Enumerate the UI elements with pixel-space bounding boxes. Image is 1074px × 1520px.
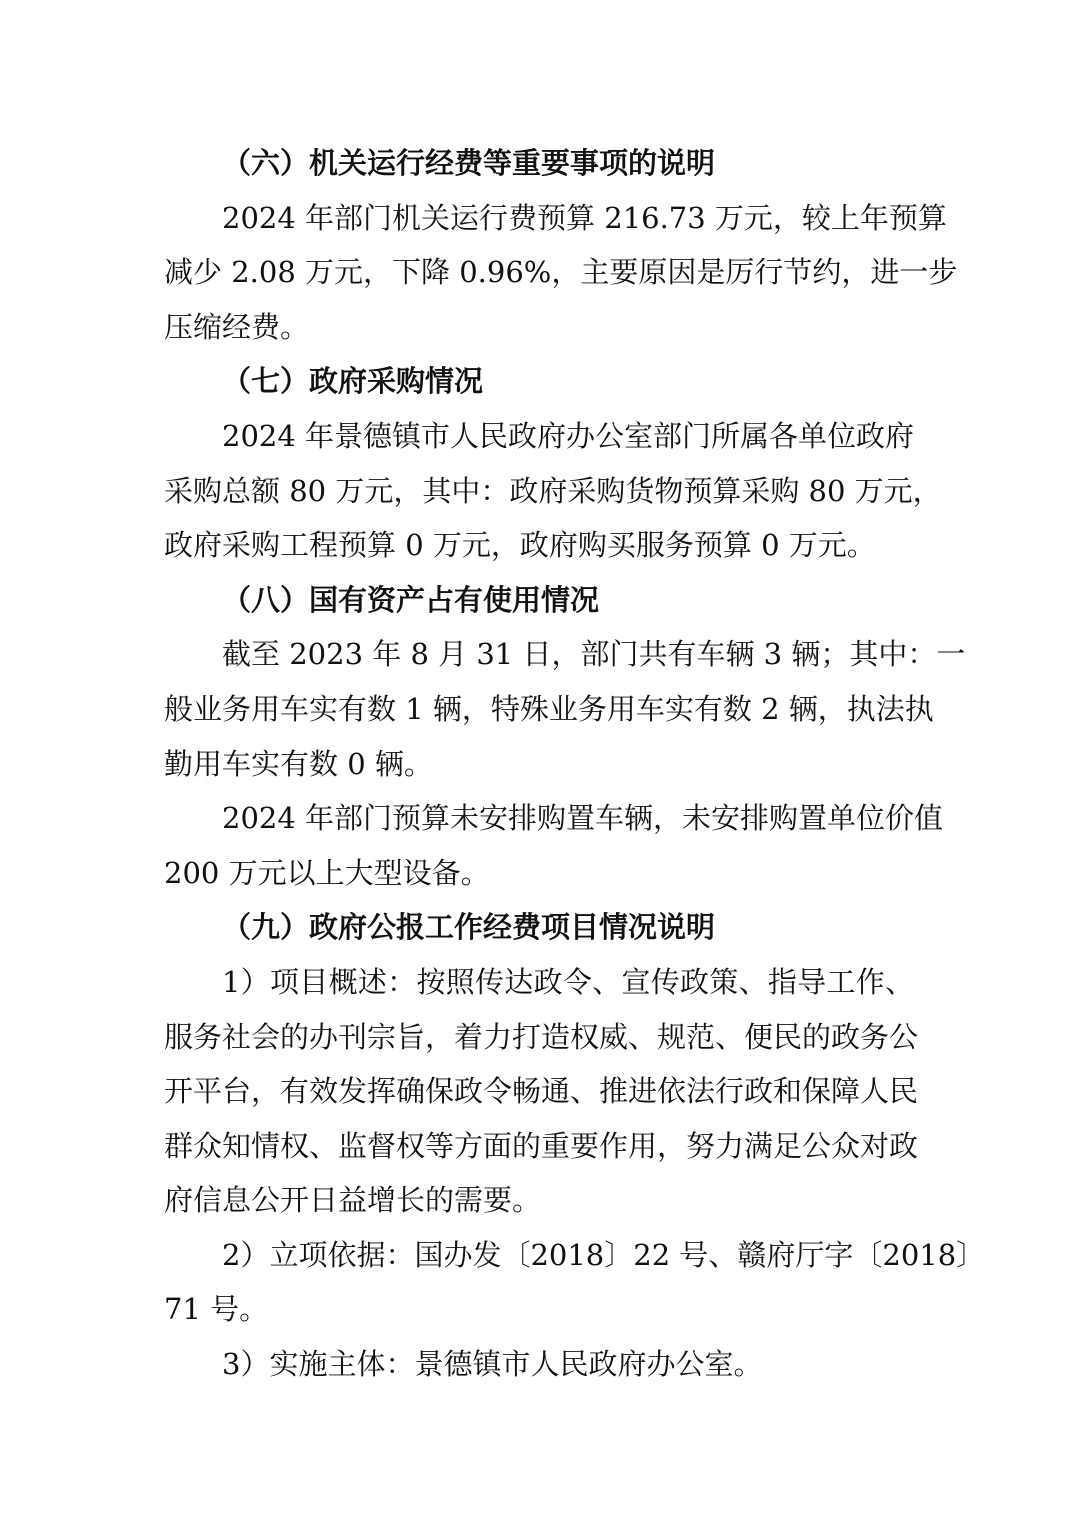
paragraph-line: 2024 年部门机关运行费预算 216.73 万元，较上年预算 — [222, 200, 947, 235]
paragraph-line: 71 号。 — [164, 1292, 269, 1327]
paragraph-line: 服务社会的办刊宗旨，着力打造权威、规范、便民的政务公 — [164, 1019, 919, 1054]
paragraph-line: 勤用车实有数 0 辆。 — [164, 746, 433, 781]
paragraph-line: 压缩经费。 — [164, 309, 310, 344]
paragraph-line: 3）实施主体：景德镇市人民政府办公室。 — [222, 1347, 763, 1382]
document-body — [164, 136, 986, 1392]
section-heading-7: （七）政府采购情况 — [222, 364, 484, 399]
paragraph-line: 2024 年景德镇市人民政府办公室部门所属各单位政府 — [222, 418, 915, 453]
paragraph-line: 200 万元以上大型设备。 — [164, 855, 490, 890]
paragraph-line: 截至 2023 年 8 月 31 日，部门共有车辆 3 辆；其中：一 — [222, 637, 966, 672]
paragraph-line: 般业务用车实有数 1 辆，特殊业务用车实有数 2 辆，执法执 — [164, 691, 934, 726]
section-heading-9: （九）政府公报工作经费项目情况说明 — [222, 910, 716, 945]
paragraph-line: 1）项目概述：按照传达政令、宣传政策、指导工作、 — [222, 964, 914, 999]
paragraph-implementing-body — [164, 1337, 914, 1392]
section-heading-8: （八）国有资产占有使用情况 — [222, 582, 600, 617]
paragraph-line: 减少 2.08 万元，下降 0.96%，主要原因是厉行节约，进一步 — [164, 255, 958, 290]
paragraph-line: 群众知情权、监督权等方面的重要作用，努力满足公众对政 — [164, 1128, 919, 1163]
paragraph-line: 政府采购工程预算 0 万元，政府购买服务预算 0 万元。 — [164, 528, 876, 563]
section-heading-6: （六）机关运行经费等重要事项的说明 — [222, 146, 716, 180]
paragraph-equipment — [164, 791, 944, 900]
paragraph-line: 府信息公开日益增长的需要。 — [164, 1183, 542, 1218]
paragraph-line: 2）立项依据：国办发〔2018〕22 号、赣府厅字〔2018〕 — [222, 1237, 986, 1272]
paragraph-line: 2024 年部门预算未安排购置车辆，未安排购置单位价值 — [222, 801, 944, 836]
paragraph-line: 开平台，有效发挥确保政令畅通、推进依法行政和保障人民 — [164, 1074, 919, 1109]
paragraph-line: 采购总额 80 万元，其中：政府采购货物预算采购 80 万元， — [164, 473, 942, 508]
paragraph-vehicles — [164, 627, 966, 791]
paragraph-procurement — [164, 409, 942, 573]
paragraph-project-basis — [164, 1228, 986, 1337]
paragraph-project-overview — [164, 955, 919, 1228]
paragraph-operating-expenses — [164, 191, 958, 355]
